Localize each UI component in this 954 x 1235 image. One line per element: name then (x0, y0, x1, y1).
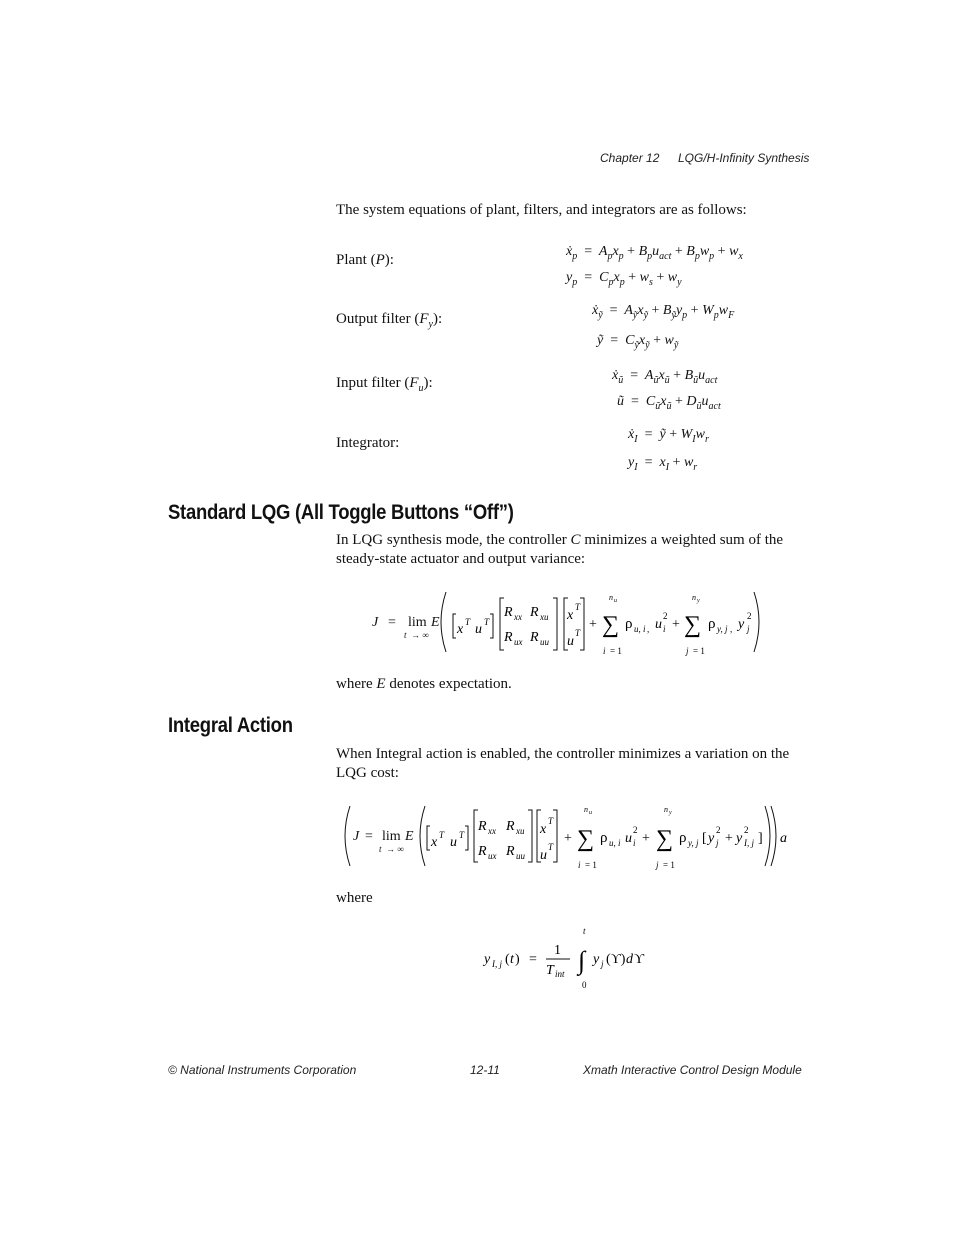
svg-text:= 1: = 1 (585, 860, 597, 870)
svg-text:n: n (664, 805, 668, 814)
svg-text:d: d (626, 952, 633, 967)
footer-copyright: © National Instruments Corporation (168, 1063, 357, 1077)
svg-text:T: T (439, 830, 445, 840)
svg-text:,: , (730, 624, 733, 634)
svg-text:y, j: y, j (688, 838, 699, 848)
svg-text:(ϒ): (ϒ) (606, 952, 626, 967)
svg-text:u: u (450, 835, 457, 850)
svg-text:= 1: = 1 (693, 646, 705, 656)
svg-text:T: T (546, 963, 554, 978)
svg-text:T: T (548, 842, 554, 852)
svg-text:ϒ: ϒ (634, 952, 645, 967)
svg-text:[: [ (702, 831, 707, 846)
svg-text:x: x (567, 608, 574, 623)
svg-text:I, j: I, j (492, 959, 502, 969)
svg-text:x: x (431, 835, 438, 850)
expectation-note: where E denotes expectation. (336, 676, 512, 692)
svg-text:T: T (484, 617, 490, 627)
svg-text:y, j: y, j (717, 624, 728, 634)
svg-text:): ) (515, 952, 520, 967)
svg-text:u: u (567, 634, 574, 649)
svg-text:E: E (431, 615, 440, 630)
svg-text:1: 1 (554, 943, 561, 958)
section-heading-standard-lqg: Standard LQG (All Toggle Buttons “Off”) (168, 501, 514, 524)
integrator-definition-equation (480, 924, 660, 994)
svg-text:J: J (353, 829, 360, 844)
svg-text:∑: ∑ (656, 826, 674, 852)
svg-text:j: j (601, 959, 604, 969)
svg-text:xx: xx (488, 826, 496, 836)
svg-text:+: + (672, 617, 680, 632)
svg-text:∫: ∫ (578, 946, 586, 975)
svg-text:n: n (692, 593, 696, 602)
integrator-label: Integrator: (336, 435, 400, 451)
svg-text:j: j (686, 646, 689, 656)
svg-text:R: R (530, 605, 539, 620)
svg-text:R: R (506, 819, 515, 834)
footer-page-number: 12-11 (470, 1063, 500, 1077)
output-filter-state-equation: ẋ$_ỹ$ = $A_ỹx_ỹ + B_ỹy_p + W_pw_F$ (592, 303, 735, 321)
svg-text:R: R (506, 844, 515, 859)
svg-text:T: T (459, 830, 465, 840)
svg-text:y: y (593, 952, 600, 967)
svg-text:i: i (633, 838, 636, 848)
svg-text:t: t (583, 926, 586, 936)
svg-text:T: T (575, 602, 581, 612)
svg-text:u: u (540, 848, 547, 863)
svg-text:j: j (747, 624, 750, 634)
svg-text:R: R (530, 630, 539, 645)
svg-text:u: u (655, 617, 662, 632)
chapter-title: LQG/H-Infinity Synthesis (678, 151, 810, 165)
section1-paragraph: In LQG synthesis mode, the controller C minimizes a weighted sum of the steady-state actuator and output variance: (336, 532, 784, 567)
svg-text:2: 2 (744, 825, 749, 835)
svg-text:ρ: ρ (625, 616, 633, 632)
svg-text:u, i: u, i (609, 838, 621, 848)
svg-text:xx: xx (514, 612, 522, 622)
svg-text:,: , (647, 624, 650, 634)
svg-text:T: T (465, 617, 471, 627)
svg-text:2: 2 (633, 825, 638, 835)
svg-text:= 1: = 1 (610, 646, 622, 656)
svg-text:2: 2 (663, 611, 668, 621)
svg-text:∑: ∑ (577, 826, 595, 852)
where-label: where (336, 890, 373, 906)
svg-text:y: y (669, 810, 672, 816)
svg-text:u: u (625, 831, 632, 846)
section2-paragraph: When Integral action is enabled, the controller minimizes a variation on the LQG cost: (336, 746, 790, 781)
svg-text:∑: ∑ (602, 612, 620, 638)
svg-text:ux: ux (514, 637, 523, 647)
svg-text:2: 2 (747, 611, 752, 621)
svg-text:= 1: = 1 (663, 860, 675, 870)
svg-text:+: + (589, 617, 597, 632)
output-filter-output-equation: ỹ = $C_ỹx_ỹ + w_ỹ$ (597, 333, 679, 351)
input-filter-state-equation: ẋ$_ũ$ = $A_ũx_ũ + B_ũu_{act}$ (612, 368, 718, 386)
svg-text:lim: lim (408, 615, 427, 630)
plant-label: Plant (P): (336, 252, 394, 268)
svg-text:i: i (578, 860, 581, 870)
svg-text:I, j: I, j (744, 838, 754, 848)
svg-text:R: R (504, 630, 513, 645)
svg-text:x: x (457, 622, 464, 637)
svg-text:→ ∞: → ∞ (411, 630, 429, 640)
svg-text:xu: xu (516, 826, 525, 836)
svg-text:x: x (540, 822, 547, 837)
svg-text:ρ: ρ (679, 830, 687, 846)
svg-text:+: + (725, 831, 733, 846)
svg-text:+: + (564, 831, 572, 846)
svg-text:u: u (614, 598, 617, 604)
svg-text:ρ: ρ (708, 616, 716, 632)
input-filter-output-equation: ũ = $C_ũx_ũ + D_ũu_{act}$ (617, 394, 721, 412)
integral-cost-equation (342, 800, 792, 872)
svg-text:2: 2 (716, 825, 721, 835)
section-heading-integral-action: Integral Action (168, 714, 293, 737)
svg-text:=: = (388, 615, 396, 630)
svg-text:a: a (780, 831, 787, 846)
svg-text:y: y (736, 831, 743, 846)
svg-text:R: R (478, 819, 487, 834)
svg-text:y: y (697, 598, 700, 604)
svg-text:j: j (656, 860, 659, 870)
svg-text:]: ] (758, 831, 763, 846)
svg-text:n: n (584, 805, 588, 814)
svg-text:ux: ux (488, 851, 497, 861)
svg-text:u, i: u, i (634, 624, 646, 634)
svg-text:J: J (372, 615, 379, 630)
svg-text:=: = (365, 829, 373, 844)
svg-text:R: R (478, 844, 487, 859)
svg-text:y: y (738, 617, 745, 632)
svg-text:i: i (663, 624, 666, 634)
svg-text:xu: xu (540, 612, 549, 622)
svg-text:ρ: ρ (600, 830, 608, 846)
svg-text:u: u (589, 810, 592, 816)
footer-product-name: Xmath Interactive Control Design Module (583, 1063, 802, 1077)
svg-text:T: T (548, 816, 554, 826)
plant-state-equation: ẋ$_p$ = $A_px_p + B_pu_{act} + B_pw_p + w_x$ (566, 244, 743, 262)
svg-text:int: int (555, 969, 565, 979)
lqg-cost-equation (366, 588, 766, 658)
svg-text:u: u (475, 622, 482, 637)
plant-output-equation: $y_p = C_px_p + w_s + w_y$ (566, 270, 682, 288)
svg-text:+: + (642, 831, 650, 846)
intro-text: The system equations of plant, filters, and integrators are as follows: (336, 202, 747, 218)
integrator-output-equation: $y_I = x_I + w_r$ (628, 455, 698, 473)
svg-text:y: y (484, 952, 491, 967)
svg-text:R: R (504, 605, 513, 620)
svg-text:E: E (405, 829, 414, 844)
integrator-state-equation: ẋ$_I$ = ỹ + $W_Iw_r$ (628, 427, 709, 445)
svg-text:i: i (603, 646, 606, 656)
chapter-label: Chapter 12 (600, 151, 660, 165)
output-filter-label: Output filter $(F_y)$: (336, 311, 443, 330)
svg-text:t: t (379, 844, 382, 854)
svg-text:y: y (708, 831, 715, 846)
svg-text:lim: lim (382, 829, 401, 844)
svg-text:(: ( (505, 952, 510, 967)
svg-text:T: T (575, 628, 581, 638)
svg-text:→ ∞: → ∞ (386, 844, 404, 854)
svg-text:n: n (609, 593, 613, 602)
svg-text:j: j (716, 838, 719, 848)
svg-text:0: 0 (582, 980, 587, 990)
svg-text:t: t (404, 630, 407, 640)
svg-text:∑: ∑ (684, 612, 702, 638)
svg-text:uu: uu (516, 851, 525, 861)
input-filter-label: Input filter $(F_u)$: (336, 375, 433, 394)
svg-text:t: t (510, 952, 514, 967)
svg-text:uu: uu (540, 637, 549, 647)
svg-text:=: = (529, 952, 537, 967)
